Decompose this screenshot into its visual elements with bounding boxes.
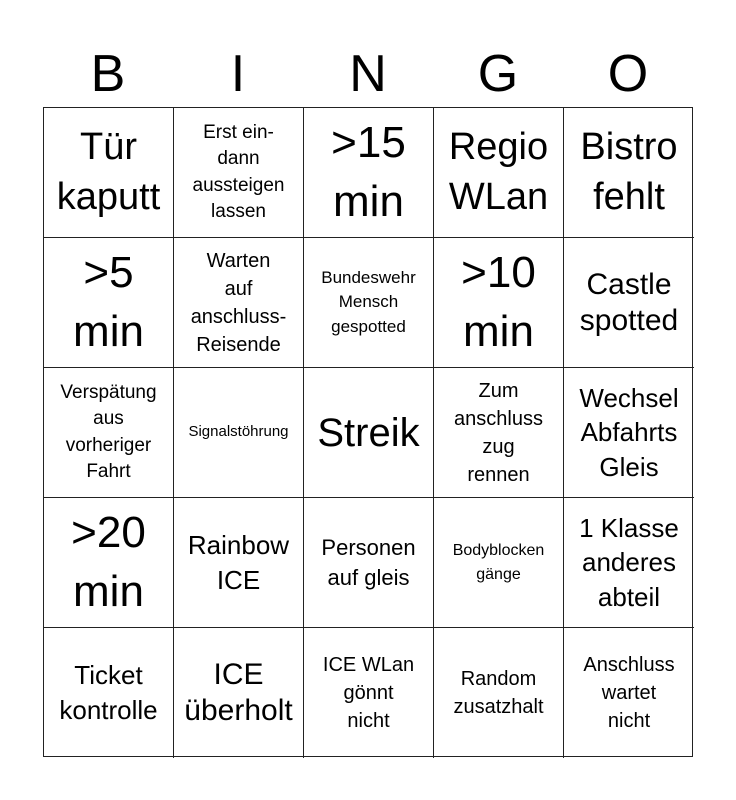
bingo-board [43, 107, 693, 757]
bingo-cell[interactable] [564, 238, 694, 368]
cell-text: Castle spotted [579, 267, 679, 337]
bingo-cell[interactable] [434, 368, 564, 498]
cell-text: Personen auf gleis [321, 535, 416, 590]
bingo-cell[interactable] [304, 498, 434, 628]
cell-text: Bistro fehlt [580, 126, 678, 218]
cell-text: Bundeswehr Mensch gespotted [321, 268, 416, 336]
cell-text: ICE überholt [184, 658, 293, 727]
cell-text: >15 min [331, 117, 406, 226]
cell-text: 1 Klasse anderes abteil [579, 512, 679, 612]
cell-text: Random zusatzhalt [453, 668, 544, 718]
cell-text: Ticket kontrolle [59, 660, 158, 725]
cell-text: ICE WLan gönnt nicht [322, 654, 415, 732]
header-letter-i: I [230, 45, 246, 103]
bingo-cell[interactable] [44, 108, 174, 238]
bingo-cell[interactable] [174, 628, 304, 758]
cell-text: >5 min [73, 247, 144, 356]
bingo-cell[interactable] [434, 628, 564, 758]
bingo-cell[interactable] [174, 108, 304, 238]
bingo-cell[interactable] [564, 498, 694, 628]
header-letter-g: G [477, 45, 519, 103]
bingo-cell[interactable] [304, 108, 434, 238]
cell-text: Warten auf anschluss- Reisende [190, 249, 287, 356]
cell-text: Erst ein- dann aussteigen lassen [192, 122, 285, 222]
bingo-cell[interactable] [304, 238, 434, 368]
bingo-header [43, 40, 693, 108]
cell-text: Anschluss wartet nicht [583, 654, 675, 732]
bingo-cell[interactable] [434, 238, 564, 368]
bingo-cell[interactable] [564, 628, 694, 758]
bingo-cell[interactable] [44, 628, 174, 758]
cell-text: Rainbow ICE [187, 529, 290, 595]
cell-text: Tür kaputt [56, 126, 161, 218]
cell-text: Wechsel Abfahrts Gleis [579, 382, 679, 482]
bingo-cell[interactable] [174, 238, 304, 368]
cell-text: Zum anschluss zug rennen [454, 379, 543, 486]
header-letter-b: B [90, 45, 126, 103]
header-letter-o: O [607, 45, 649, 103]
header-letter-n: N [349, 45, 387, 103]
bingo-cell[interactable] [564, 108, 694, 238]
cell-text: >20 min [71, 507, 146, 616]
cell-text: Streik [317, 410, 420, 455]
cell-text: Signalstöhrung [188, 423, 289, 441]
cell-text: Bodyblocken gänge [452, 541, 545, 583]
bingo-cell[interactable] [434, 498, 564, 628]
bingo-cell[interactable] [304, 628, 434, 758]
bingo-cell[interactable] [304, 368, 434, 498]
bingo-cell[interactable] [44, 238, 174, 368]
bingo-cell[interactable] [564, 368, 694, 498]
bingo-cell[interactable] [44, 498, 174, 628]
bingo-cell[interactable] [174, 368, 304, 498]
cell-text: >10 min [461, 247, 536, 356]
bingo-cell[interactable] [174, 498, 304, 628]
cell-text: Regio WLan [448, 126, 549, 218]
bingo-cell[interactable] [44, 368, 174, 498]
cell-text: Verspätung aus vorheriger Fahrt [60, 382, 157, 482]
bingo-cell[interactable] [434, 108, 564, 238]
